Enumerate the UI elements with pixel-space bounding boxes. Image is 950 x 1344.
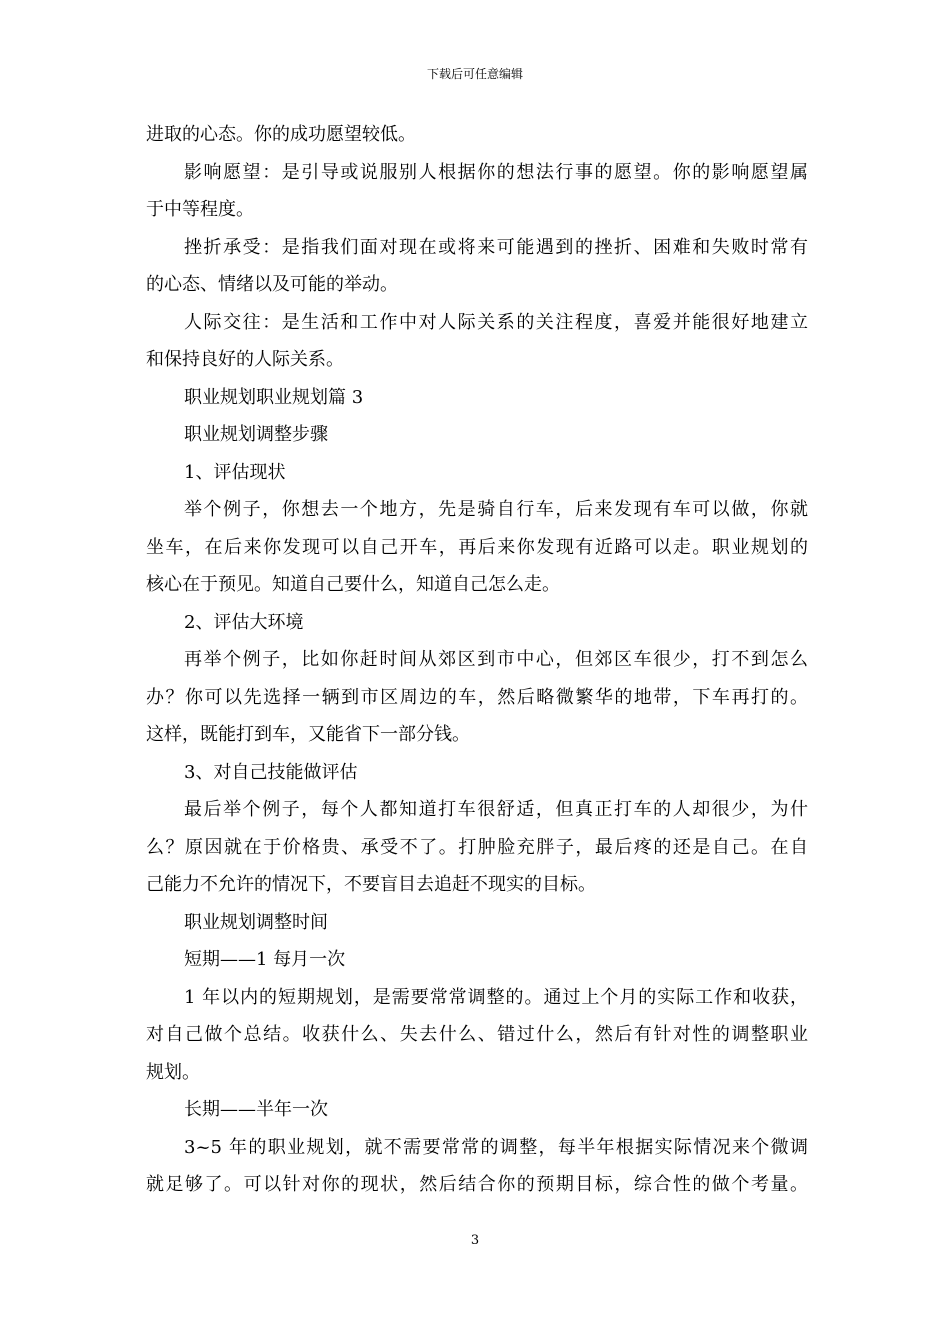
body-line: 影响愿望：是引导或说服别人根据你的想法行事的愿望。你的影响愿望属: [184, 161, 808, 183]
body-line: 和保持良好的人际关系。: [146, 349, 344, 370]
body-line: 就足够了。可以针对你的现状，然后结合你的预期目标，综合性的做个考量。: [146, 1174, 808, 1195]
body-line: 么？原因就在于价格贵、承受不了。打肿脸充胖子，最后疼的还是自己。在自: [146, 836, 808, 858]
body-line: 核心在于预见。知道自己要什么，知道自己怎么走。: [146, 574, 560, 595]
body-line: 最后举个例子，每个人都知道打车很舒适，但真正打车的人却很少，为什: [184, 799, 808, 820]
body-line: 于中等程度。: [146, 199, 254, 220]
period-heading: 短期——1 每月一次: [184, 949, 346, 970]
period-heading: 长期——半年一次: [184, 1099, 328, 1120]
body-line: 这样，既能打到车，又能省下一部分钱。: [146, 724, 470, 745]
body-line: 挫折承受：是指我们面对现在或将来可能遇到的挫折、困难和失败时常有: [184, 236, 808, 258]
step-heading: 3、对自己技能做评估: [184, 761, 358, 783]
step-heading: 1、评估现状: [184, 461, 286, 483]
subsection-heading: 职业规划调整时间: [184, 911, 328, 933]
page-number: 3: [470, 1233, 480, 1248]
body-line: 人际交往：是生活和工作中对人际关系的关注程度，喜爱并能很好地建立: [184, 311, 808, 333]
body-line: 己能力不允许的情况下，不要盲目去追赶不现实的目标。: [146, 874, 596, 895]
body-line: 办？你可以先选择一辆到市区周边的车，然后略微繁华的地带，下车再打的。: [146, 686, 808, 708]
subsection-heading: 职业规划调整步骤: [184, 424, 328, 445]
body-line: 举个例子，你想去一个地方，先是骑自行车，后来发现有车可以做，你就: [184, 499, 808, 520]
body-line: 对自己做个总结。收获什么、失去什么、错过什么，然后有针对性的调整职业: [146, 1024, 808, 1045]
body-line: 1 年以内的短期规划，是需要常常调整的。通过上个月的实际工作和收获，: [184, 986, 808, 1008]
page-header: 下载后可任意编辑: [426, 67, 523, 81]
step-heading: 2、评估大环境: [184, 611, 304, 633]
body-line: 坐车，在后来你发现可以自己开车，再后来你发现有近路可以走。职业规划的: [146, 536, 808, 558]
body-line: 规划。: [146, 1061, 200, 1083]
body-line: 的心态、情绪以及可能的举动。: [146, 274, 398, 295]
body-line: 再举个例子，比如你赶时间从郊区到市中心，但郊区车很少，打不到怎么: [184, 649, 808, 670]
document-body: [146, 116, 808, 1204]
section-heading: 职业规划职业规划篇 3: [184, 386, 364, 408]
body-line: 3~5 年的职业规划，就不需要常常的调整，每半年根据实际情况来个微调: [184, 1136, 808, 1158]
body-line: 进取的心态。你的成功愿望较低。: [146, 124, 416, 145]
